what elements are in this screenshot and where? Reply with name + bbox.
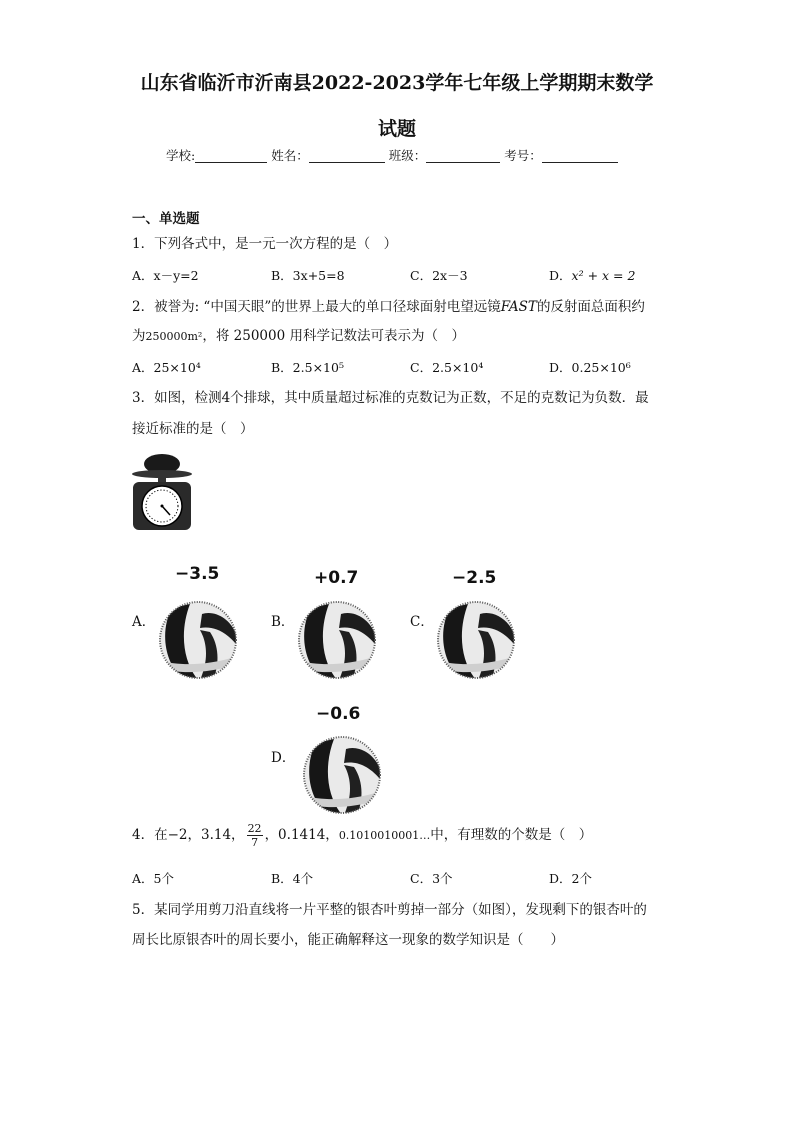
q4-frac-num: 22 bbox=[247, 822, 262, 835]
number-label: 考号： bbox=[504, 148, 542, 163]
q4-option-c[interactable]: C．3个 bbox=[410, 871, 453, 886]
q2-fast: FAST bbox=[500, 299, 537, 315]
class-blank[interactable] bbox=[426, 148, 500, 163]
q3-stem-line2: 接近标准的是（ ） bbox=[132, 421, 254, 437]
exam-title-line2: 试题 bbox=[377, 118, 416, 140]
q5-stem-line1: 5．某同学用剪刀沿直线将一片平整的银杏叶剪掉一部分（如图），发现剩下的银杏叶的 bbox=[132, 902, 647, 918]
q2-stem-b: 的反射面总面积约 bbox=[536, 299, 645, 315]
class-label: 班级： bbox=[388, 148, 427, 163]
q2-option-d[interactable]: D．0.25×10⁶ bbox=[549, 360, 631, 375]
q2-option-c[interactable]: C．2.5×10⁴ bbox=[410, 360, 484, 375]
q2-stem-a: 2．被誉为: “中国天眼”的世界上最大的单口径球面射电望远镜 bbox=[132, 299, 501, 315]
volleyball-c-icon[interactable] bbox=[436, 600, 516, 680]
q4-stem-b: ，0.1414， bbox=[264, 827, 339, 843]
ball-d-value: −0.6 bbox=[316, 704, 361, 724]
q4-fraction bbox=[247, 822, 263, 849]
q3-option-b[interactable]: B． bbox=[271, 614, 295, 630]
scale-icon bbox=[130, 450, 194, 534]
q3-option-c[interactable]: C． bbox=[410, 614, 434, 630]
q4-decimal: 0.1010010001… bbox=[338, 829, 431, 842]
volleyball-b-icon[interactable] bbox=[297, 600, 377, 680]
name-label: 姓名： bbox=[271, 148, 309, 163]
q4-option-d[interactable]: D．2个 bbox=[549, 871, 592, 886]
number-blank[interactable] bbox=[542, 148, 618, 163]
q1-option-d-expr: x² + x = 2 bbox=[571, 268, 636, 283]
name-blank[interactable] bbox=[309, 148, 385, 163]
q5-stem-line2: 周长比原银杏叶的周长要小，能正确解释这一现象的数学知识是（ ） bbox=[132, 932, 564, 948]
school-blank[interactable] bbox=[195, 148, 267, 163]
volleyball-a-icon[interactable] bbox=[158, 600, 238, 680]
q4-option-b[interactable]: B．4个 bbox=[271, 871, 314, 886]
q2-option-a[interactable]: A．25×10⁴ bbox=[132, 360, 201, 375]
info-line bbox=[166, 146, 618, 164]
q3-option-d[interactable]: D． bbox=[271, 750, 296, 766]
q4-stem-c: 中，有理数的个数是（ ） bbox=[430, 827, 593, 843]
q4-frac-den: 7 bbox=[251, 836, 259, 849]
q2-option-b[interactable]: B．2.5×10⁵ bbox=[271, 360, 344, 375]
ball-a-value: −3.5 bbox=[175, 564, 220, 584]
q1-stem: 1．下列各式中，是一元一次方程的是（ ） bbox=[132, 236, 398, 252]
q3-option-a[interactable]: A． bbox=[132, 614, 156, 630]
school-label: 学校: bbox=[166, 148, 196, 163]
q1-option-b[interactable]: B．3x+5=8 bbox=[271, 268, 345, 283]
q4-option-a[interactable]: A．5个 bbox=[132, 871, 174, 886]
ball-b-value: +0.7 bbox=[314, 568, 359, 588]
q1-option-a[interactable]: A．x－y=2 bbox=[132, 268, 199, 283]
q3-stem-line1: 3．如图，检测4个排球，其中质量超过标准的克数记为正数，不足的克数记为负数．最 bbox=[132, 390, 649, 406]
q1-option-d-letter: D． bbox=[549, 268, 572, 283]
exam-title-line1: 山东省临沂市沂南县2022-2023学年七年级上学期期末数学 bbox=[140, 72, 654, 94]
q2-stem-c: 为 bbox=[132, 328, 146, 344]
ball-c-value: −2.5 bbox=[452, 568, 497, 588]
volleyball-d-icon[interactable] bbox=[302, 735, 382, 815]
section-heading: 一、单选题 bbox=[132, 211, 200, 227]
q2-stem-line1 bbox=[132, 298, 645, 316]
q2-area: 250000m² bbox=[145, 330, 203, 343]
q4-stem-a: 4．在−2，3.14， bbox=[132, 827, 245, 843]
q2-stem-line2 bbox=[132, 327, 465, 346]
q1-option-c[interactable]: C．2x－3 bbox=[410, 268, 468, 283]
q2-stem-d: ，将 250000 用科学记数法可表示为（ ） bbox=[202, 328, 465, 344]
q1-option-d[interactable] bbox=[549, 266, 635, 284]
q4-stem bbox=[132, 822, 592, 849]
